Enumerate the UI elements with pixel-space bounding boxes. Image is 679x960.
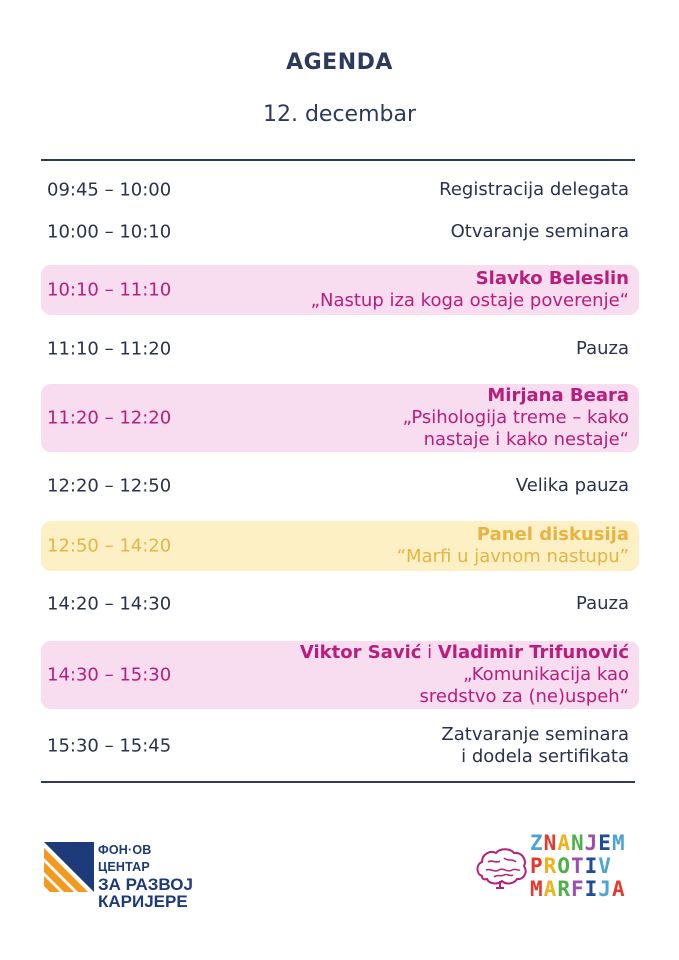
agenda-time: 14:30 – 15:30 <box>47 664 172 686</box>
logo-letter: V <box>598 854 612 878</box>
agenda-description <box>397 524 629 568</box>
agenda-description <box>300 642 629 708</box>
agenda-date: 12. decembar <box>262 102 417 127</box>
speaker-join: i <box>421 642 438 663</box>
logo-letter: T <box>570 854 585 878</box>
logo-letter: I <box>584 854 599 878</box>
logo-letter: M <box>611 831 626 855</box>
agenda-time: 12:20 – 12:50 <box>47 475 172 497</box>
agenda-text: Registracija delegata <box>439 179 629 200</box>
agenda-description <box>311 268 629 312</box>
agenda-item-break <box>41 588 639 620</box>
logo-word-3 <box>530 878 626 901</box>
career-center-logo-mark-icon <box>44 842 94 892</box>
agenda-time: 11:10 – 11:20 <box>47 338 172 360</box>
bottom-divider <box>41 781 635 783</box>
logo-letter: A <box>611 877 626 901</box>
logo-text-line-1: ФОН·ОВ ЦЕНТАР <box>98 843 152 874</box>
agenda-text: Pauza <box>576 338 629 359</box>
agenda-time: 15:30 – 15:45 <box>47 735 172 757</box>
top-divider <box>41 159 635 161</box>
speaker-name: Slavko Beleslin <box>475 268 629 289</box>
panel-name: Panel diskusija <box>476 524 629 545</box>
agenda-item-long-break <box>41 470 639 502</box>
agenda-description <box>439 179 629 201</box>
agenda-title: AGENDA <box>286 50 393 75</box>
agenda-text-line-1: Zatvaranje seminara <box>441 724 629 745</box>
agenda-description <box>576 593 629 615</box>
agenda-description <box>441 724 629 768</box>
talk-title-line-1: „Psihologija treme – kako <box>402 407 629 428</box>
logo-word-1 <box>530 832 626 855</box>
fon-career-center-logo <box>44 842 194 911</box>
agenda-item-session-savic-trifunovic <box>41 641 639 709</box>
agenda-time: 14:20 – 14:30 <box>47 593 172 615</box>
agenda-item-panel <box>41 521 639 571</box>
logo-word-2 <box>530 855 626 878</box>
logo-letter: I <box>584 877 599 901</box>
speaker-name-a: Viktor Savić <box>299 642 422 663</box>
agenda-description <box>576 338 629 360</box>
logo-letter: J <box>598 877 612 901</box>
agenda-description <box>451 221 629 243</box>
logo-text-line-2: ЗА РАЗВОЈ <box>98 875 193 894</box>
talk-title: “Marfi u javnom nastupu” <box>396 546 629 567</box>
logo-letter: O <box>557 854 571 878</box>
logo-letter: P <box>530 854 544 878</box>
talk-title-line-2: nastaje i kako nestaje“ <box>423 429 629 450</box>
agenda-time: 10:00 – 10:10 <box>47 221 172 243</box>
agenda-description <box>403 385 629 451</box>
logo-letter: F <box>570 877 585 901</box>
agenda-item-opening <box>41 216 639 248</box>
brain-icon <box>474 846 528 890</box>
logo-letter: N <box>543 831 558 855</box>
agenda-text: Velika pauza <box>515 475 629 496</box>
agenda-item-break <box>41 333 639 365</box>
logo-letter: M <box>530 877 544 901</box>
logo-letter: A <box>557 831 571 855</box>
agenda-item-closing <box>41 722 639 770</box>
speaker-name: Mirjana Beara <box>487 385 629 406</box>
logo-letter: R <box>557 877 571 901</box>
agenda-text: Otvaranje seminara <box>450 221 629 242</box>
logo-letter: J <box>584 831 599 855</box>
speaker-name-b: Vladimir Trifunović <box>437 642 629 663</box>
logo-text-line-3: КАРИЈЕРЕ <box>98 892 188 911</box>
agenda-description <box>516 475 629 497</box>
agenda-time: 12:50 – 14:20 <box>47 535 172 557</box>
logo-letter: R <box>543 854 558 878</box>
talk-title-line-1: „Komunikacija kao <box>463 664 629 685</box>
logo-letter: N <box>570 831 585 855</box>
talk-title-line-2: sredstvo za (ne)uspeh“ <box>419 686 629 707</box>
agenda-time: 10:10 – 11:10 <box>47 279 172 301</box>
agenda-text: Pauza <box>576 593 629 614</box>
agenda-item-registration <box>41 174 639 206</box>
logo-letter: A <box>543 877 558 901</box>
logo-letter: E <box>598 831 612 855</box>
agenda-time: 09:45 – 10:00 <box>47 179 172 201</box>
logo-letter: Z <box>530 831 544 855</box>
agenda-time: 11:20 – 12:20 <box>47 407 172 429</box>
talk-title: „Nastup iza koga ostaje poverenje“ <box>310 290 629 311</box>
agenda-text-line-2: i dodela sertifikata <box>461 746 629 767</box>
agenda-item-session-beleslin <box>41 265 639 315</box>
agenda-item-session-beara <box>41 384 639 452</box>
znanjem-protiv-marfija-logo <box>474 832 644 906</box>
